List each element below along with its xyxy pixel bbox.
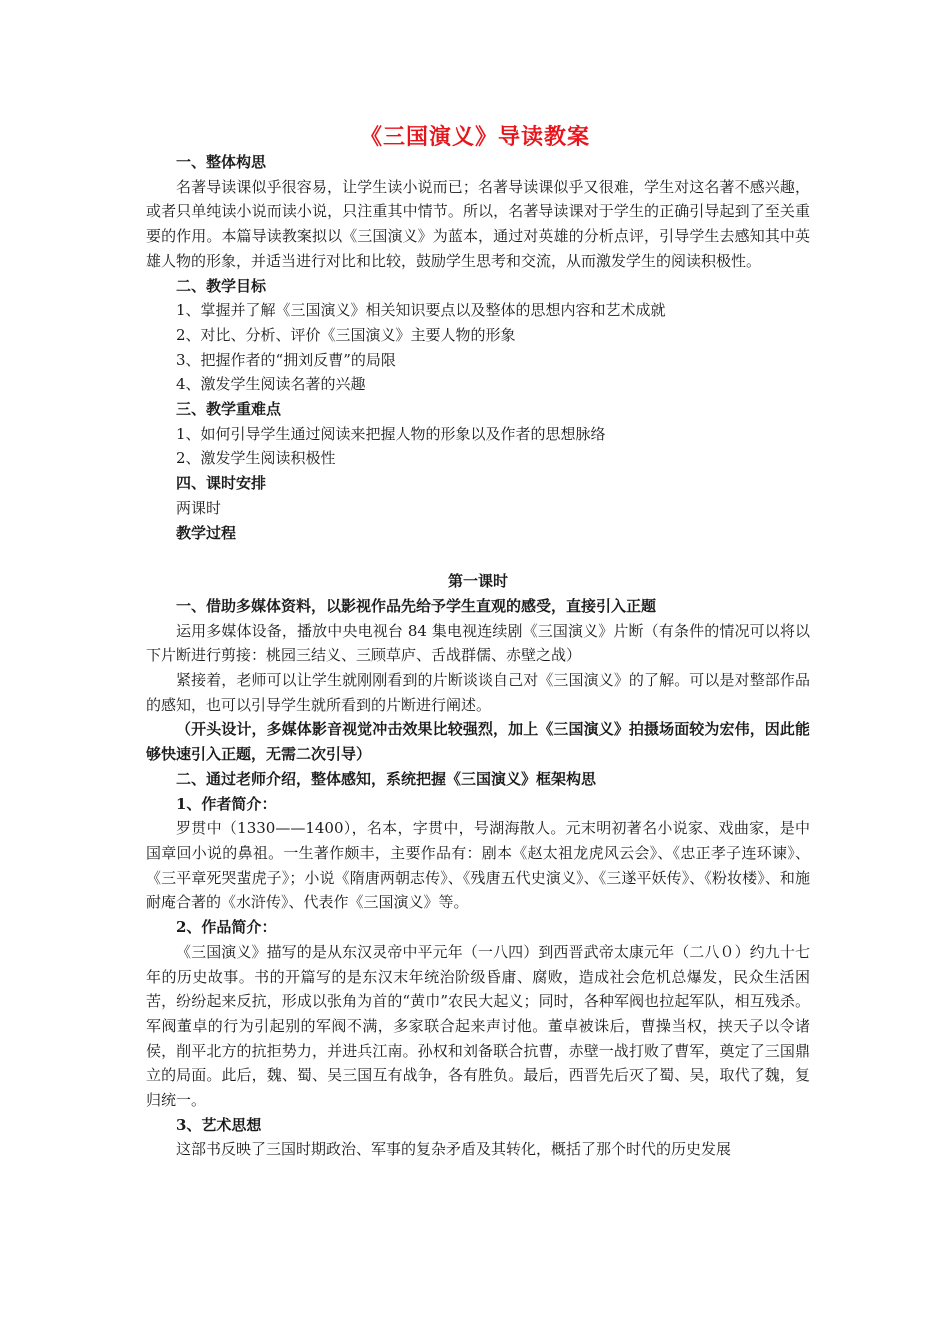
list-item: 1、如何引导学生通过阅读来把握人物的形象以及作者的思想脉络 (176, 424, 606, 443)
list-item: 1、掌握并了解《三国演义》相关知识要点以及整体的思想内容和艺术成就 (176, 301, 666, 320)
paragraph: 紧接着，老师可以让学生就刚刚看到的片断谈谈自己对《三国演义》的了解。可以是对整部作品的感知，也可以引导学生就所看到的片断进行阐述。 (146, 671, 810, 714)
section-heading: 一、整体构思 (176, 153, 267, 171)
document-body (146, 150, 810, 1162)
section-heading: 三、教学重难点 (176, 400, 282, 419)
section-heading: 一、借助多媒体资料，以影视作品先给予学生直观的感受，直接引入正题 (176, 596, 657, 615)
section-heading: 四、课时安排 (176, 474, 267, 493)
paragraph: 罗贯中（1330——1400），名本，字贯中，号湖海散人。元末明初著名小说家、戏曲家，是中国章回小说的鼻祖。一生著作颇丰，主要作品有：剧本《赵太祖龙虎风云会》、《忠正孝子连环谏》、《三平章死哭蜚虎子》；小说《隋唐两朝志传》、《残唐五代史演义》、《三遂平妖传》、《粉妆楼》、和施耐庵合著的《水浒传》、代表作《三国演义》等。 (146, 819, 810, 912)
list-item: 两课时 (176, 498, 222, 517)
list-item: 4、激发学生阅读名著的兴趣 (176, 375, 366, 394)
list-item: 2、对比、分析、评价《三国演义》主要人物的形象 (176, 325, 516, 344)
paragraph: 名著导读课似乎很容易，让学生读小说而已；名著导读课似乎又很难，学生对这名著不感兴趣，或者只单纯读小说而读小说，只注重其中情节。所以，名著导读课对于学生的正确引导起到了至关重要的作用。本篇导读教案拟以《三国演义》为蓝本，通过对英雄的分析点评，引导学生去感知其中英雄人物的形象，并适当进行对比和比较，鼓励学生思考和交流，从而激发学生的阅读积极性。 (146, 177, 810, 270)
page-title: 《三国演义》导读教案 (359, 124, 590, 150)
subsection-title: 第一课时 (447, 572, 508, 591)
section-heading: 1、作者简介： (176, 794, 277, 813)
paragraph: 这部书反映了三国时期政治、军事的复杂矛盾及其转化，概括了那个时代的历史发展 (176, 1140, 732, 1159)
list-item: 2、激发学生阅读积极性 (176, 449, 336, 468)
list-item: 3、把握作者的“拥刘反曹”的局限 (176, 350, 396, 369)
section-heading: 2、作品简介： (176, 918, 277, 937)
paragraph: 《三国演义》描写的是从东汉灵帝中平元年（一八四）到西晋武帝太康元年（二八０）约九十七年的历史故事。书的开篇写的是东汉末年统治阶级昏庸、腐败，造成社会危机总爆发，民众生活困苦，纷纷起来反抗，形成以张角为首的“黄巾”农民大起义；同时，各种军阀也拉起军队，相互残杀。军阀董卓的行为引起别的军阀不满，多家联合起来声讨他。董卓被诛后，曹操当权，挟天子以令诸侯，削平北方的抗拒势力，并进兵江南。孙权和刘备联合抗曹，赤壁一战打败了曹军，奠定了三国鼎立的局面。此后，魏、蜀、吴三国互有战争，各有胜负。最后，西晋先后灭了蜀、吴，取代了魏，复归统一。 (146, 942, 810, 1110)
paragraph: 运用多媒体设备，播放中央电视台 84 集电视连续剧《三国演义》片断（有条件的情况可以将以下片断进行剪接：桃园三结义、三顾草庐、舌战群儒、赤壁之战） (146, 621, 810, 665)
spacer (146, 545, 810, 569)
design-note: （开头设计，多媒体影音视觉冲击效果比较强烈，加上《三国演义》拍摄场面较为宏伟，因此能够快速引入正题，无需二次引导） (146, 720, 810, 764)
section-heading: 教学过程 (176, 523, 237, 542)
section-heading: 二、通过老师介绍，整体感知，系统把握《三国演义》框架构思 (176, 769, 597, 788)
section-heading: 二、教学目标 (176, 276, 267, 295)
section-heading: 3、艺术思想 (176, 1115, 262, 1134)
